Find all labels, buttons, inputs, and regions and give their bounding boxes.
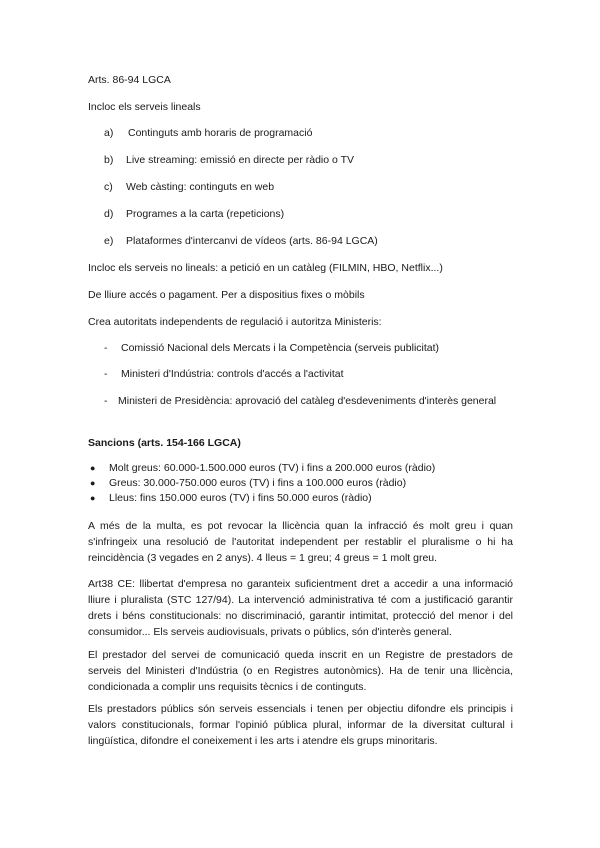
linear-services-intro: Incloc els serveis lineals [88,101,201,113]
list-item-text: Comissió Nacional dels Mercats i la Competència (serveis publicitat) [121,342,440,354]
list-item [90,477,406,490]
bullet-icon: ● [90,478,96,488]
list-item-text: Continguts amb horaris de programació [128,127,313,139]
list-item-text: Lleus: fins 150.000 euros (TV) i fins 50.000 euros (ràdio) [109,492,372,504]
bullet-icon: ● [90,463,96,473]
list-item [104,395,496,408]
list-item [104,127,312,140]
dash-marker: - [104,395,108,407]
sanctions-heading: Sancions (arts. 154-166 LGCA) [88,437,241,449]
articles-reference: Arts. 86-94 LGCA [88,74,171,86]
list-item-text: Ministeri d'Indústria: controls d'accés a l'activitat [121,368,344,380]
list-item [104,181,274,194]
list-marker: e) [104,235,114,247]
list-item-text: Ministeri de Presidència: aprovació del catàleg d'esdeveniments d'interès general [118,395,497,407]
list-marker: d) [104,208,114,220]
dash-marker: - [104,368,108,380]
list-marker: c) [104,181,113,193]
authorities-intro: Crea autoritats independents de regulació i autoritza Ministeris: [88,316,382,328]
art38-paragraph: Art38 CE: llibertat d'empresa no garanteix suficientment dret a accedir a una informació lliure i pluralista (STC 127/94). La intervenció administrativa té com a justificació garantir drets i béns constitucionals: no discriminació, garantir intimitat, protecció del menor i del consumidor... Els serveis audiovisuals, privats o públics, són d'interès general. [88,578,513,638]
access-line: De lliure accés o pagament. Per a dispositius fixes o mòbils [88,289,365,301]
list-item [90,492,372,505]
nonlinear-services: Incloc els serveis no lineals: a petició en un catàleg (FILMIN, HBO, Netflix...) [88,262,443,274]
list-marker: b) [104,154,114,166]
list-item [104,235,378,248]
bullet-icon: ● [90,493,96,503]
list-item [104,154,354,167]
registry-paragraph: El prestador del servei de comunicació queda inscrit en un Registre de prestadors de serveis del Ministeri d'Indústria (o en Registres autonòmics). Ha de tenir una llicència, condicionada a complir uns requisits tècnics i de continguts. [88,649,513,693]
list-item-text: Plataformes d'intercanvi de vídeos (arts. 86-94 LGCA) [126,235,378,247]
public-providers-paragraph: Els prestadors públics són serveis essencials i tenen per objectiu difondre els principis i valors constitucionals, formar l'opinió pública plural, informar de la diversitat cultural i lingüística, difondre el coneixement i les arts i atendre els grups minoritaris. [88,703,513,747]
list-item-text: Molt greus: 60.000-1.500.000 euros (TV) i fins a 200.000 euros (ràdio) [109,462,436,474]
list-item [104,342,439,355]
list-item [104,208,284,221]
list-item-text: Live streaming: emissió en directe per ràdio o TV [126,154,354,166]
list-item [90,462,435,475]
revocation-paragraph: A més de la multa, es pot revocar la llicència quan la infracció és molt greu i quan s'infringeix una resolució de l'autoritat independent per restablir el pluralisme o hi ha reincidència (3 vegades en 2 anys). 4 lleus = 1 greu; 4 greus = 1 molt greu. [88,520,513,564]
list-item-text: Programes a la carta (repeticions) [126,208,285,220]
list-marker: a) [104,127,114,139]
list-item-text: Greus: 30.000-750.000 euros (TV) i fins a 100.000 euros (ràdio) [109,477,407,489]
list-item-text: Web càsting: continguts en web [126,181,275,193]
list-item [104,368,344,381]
dash-marker: - [104,342,108,354]
